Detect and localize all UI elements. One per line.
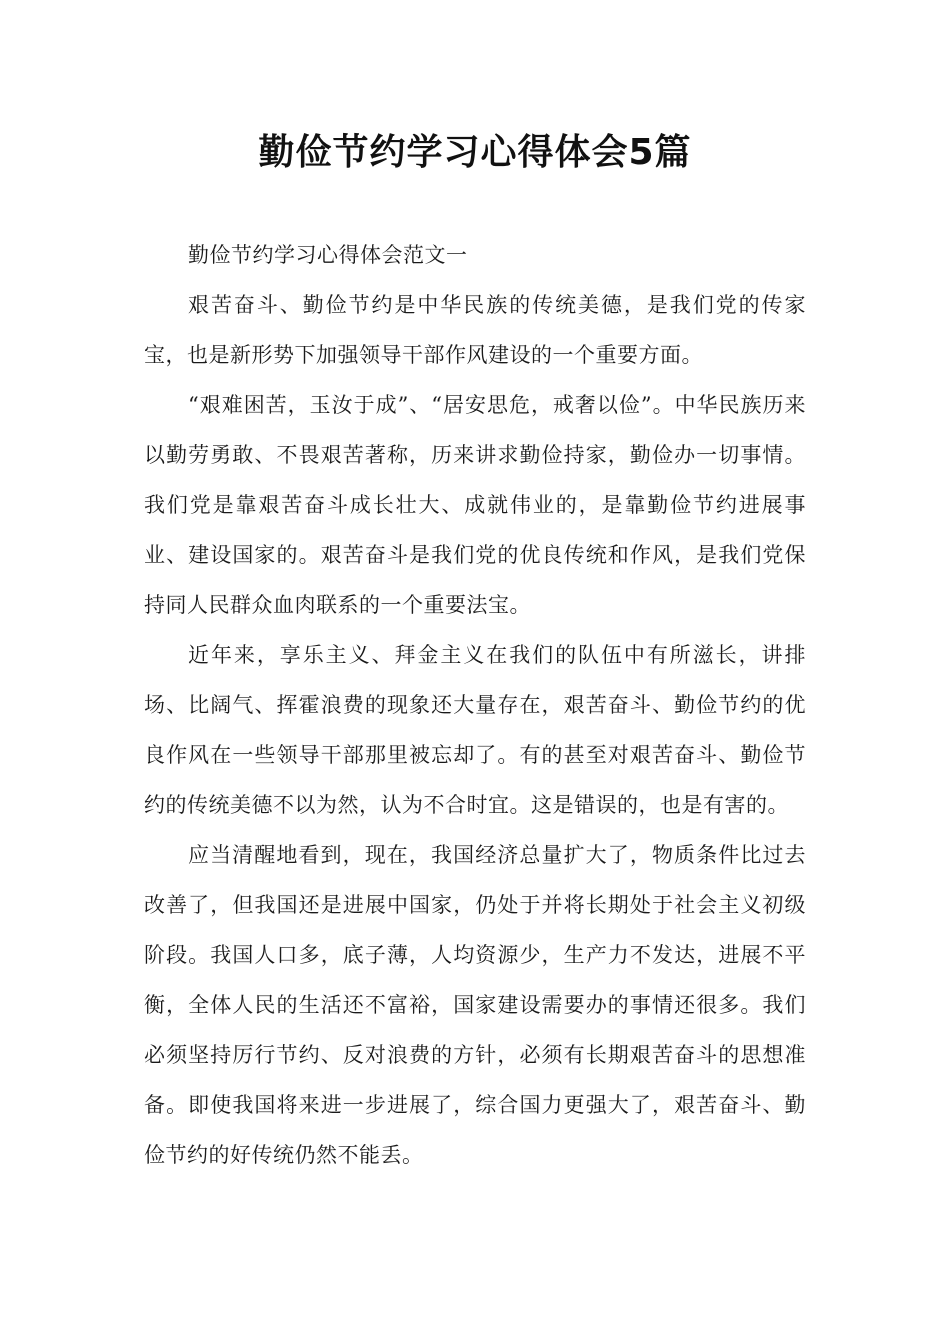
- document-body: [144, 230, 806, 1180]
- section-heading: 勤俭节约学习心得体会范文一: [188, 243, 468, 267]
- paragraph: 艰苦奋斗、勤俭节约是中华民族的传统美德，是我们党的传家宝，也是新形势下加强领导干部作风建设的一个重要方面。: [144, 293, 806, 367]
- document-title: 勤俭节约学习心得体会5篇: [258, 132, 692, 173]
- paragraph: “艰难困苦，玉汝于成”、“居安思危，戒奢以俭”。中华民族历来以勤劳勇敢、不畏艰苦著称，历来讲求勤俭持家，勤俭办一切事情。我们党是靠艰苦奋斗成长壮大、成就伟业的，是靠勤俭节约进展事业、建设国家的。艰苦奋斗是我们党的优良传统和作风，是我们党保持同人民群众血肉联系的一个重要法宝。: [144, 393, 806, 617]
- paragraph: 近年来，享乐主义、拜金主义在我们的队伍中有所滋长，讲排场、比阔气、挥霍浪费的现象还大量存在，艰苦奋斗、勤俭节约的优良作风在一些领导干部那里被忘却了。有的甚至对艰苦奋斗、勤俭节约的传统美德不以为然，认为不合时宜。这是错误的，也是有害的。: [144, 643, 806, 817]
- paragraph: 应当清醒地看到，现在，我国经济总量扩大了，物质条件比过去改善了，但我国还是进展中国家，仍处于并将长期处于社会主义初级阶段。我国人口多，底子薄，人均资源少，生产力不发达，进展不平衡，全体人民的生活还不富裕，国家建设需要办的事情还很多。我们必须坚持厉行节约、反对浪费的方针，必须有长期艰苦奋斗的思想准备。即使我国将来进一步进展了，综合国力更强大了，艰苦奋斗、勤俭节约的好传统仍然不能丢。: [144, 843, 806, 1167]
